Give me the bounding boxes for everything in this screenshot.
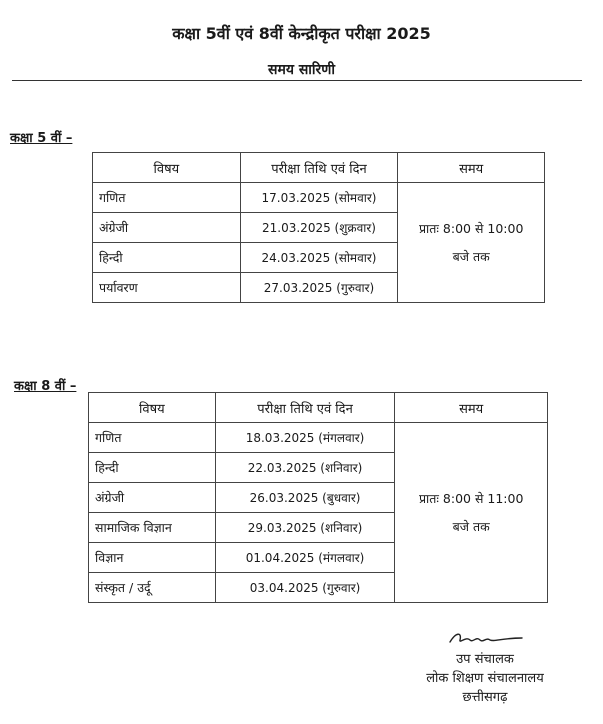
subject-cell: अंग्रेजी	[89, 483, 216, 513]
time-suffix-text: बजे तक	[452, 248, 490, 264]
column-header-date: परीक्षा तिथि एवं दिन	[215, 393, 395, 423]
subject-cell: गणित	[89, 423, 216, 453]
date-cell: 22.03.2025 (शनिवार)	[215, 453, 395, 483]
time-range-text: प्रातः 8:00 से 11:00	[418, 490, 524, 506]
table-header-row	[89, 393, 548, 423]
table-row	[93, 183, 545, 213]
date-cell: 21.03.2025 (शुक्रवार)	[240, 213, 398, 243]
table-header-row	[93, 153, 545, 183]
subject-cell: गणित	[93, 183, 241, 213]
time-cell	[395, 423, 548, 603]
header-divider	[12, 80, 582, 81]
subject-cell: विज्ञान	[89, 543, 216, 573]
subject-cell: अंग्रेजी	[93, 213, 241, 243]
signatory-state: छत्तीसगढ़	[462, 690, 508, 705]
subject-cell: संस्कृत / उर्दू	[89, 573, 216, 603]
subject-cell: पर्यावरण	[93, 273, 241, 303]
column-header-time: समय	[395, 393, 548, 423]
class5-section-label: कक्षा 5 वीं –	[10, 131, 73, 146]
column-header-date: परीक्षा तिथि एवं दिन	[240, 153, 398, 183]
column-header-subject: विषय	[93, 153, 241, 183]
signatory-block	[400, 650, 570, 707]
page-title: कक्षा 5वीं एवं 8वीं केन्द्रीकृत परीक्षा 2025	[172, 24, 431, 43]
date-cell: 18.03.2025 (मंगलवार)	[215, 423, 395, 453]
date-cell: 01.04.2025 (मंगलवार)	[215, 543, 395, 573]
subject-cell: हिन्दी	[89, 453, 216, 483]
class8-section-label: कक्षा 8 वीं –	[14, 379, 77, 394]
page-subtitle: समय सारिणी	[267, 62, 336, 78]
signatory-office: लोक शिक्षण संचालनालय	[426, 671, 544, 686]
time-suffix-text: बजे तक	[452, 518, 490, 534]
time-range-text: प्रातः 8:00 से 10:00	[418, 220, 524, 236]
column-header-subject: विषय	[89, 393, 216, 423]
table-row	[89, 423, 548, 453]
date-cell: 17.03.2025 (सोमवार)	[240, 183, 398, 213]
class8-timetable	[88, 392, 548, 603]
time-cell	[398, 183, 545, 303]
date-cell: 26.03.2025 (बुधवार)	[215, 483, 395, 513]
signature-image	[446, 628, 526, 650]
date-cell: 03.04.2025 (गुरुवार)	[215, 573, 395, 603]
column-header-time: समय	[398, 153, 545, 183]
date-cell: 29.03.2025 (शनिवार)	[215, 513, 395, 543]
date-cell: 27.03.2025 (गुरुवार)	[240, 273, 398, 303]
class5-timetable	[92, 152, 545, 303]
date-cell: 24.03.2025 (सोमवार)	[240, 243, 398, 273]
subject-cell: सामाजिक विज्ञान	[89, 513, 216, 543]
signatory-designation: उप संचालक	[456, 652, 514, 667]
subject-cell: हिन्दी	[93, 243, 241, 273]
